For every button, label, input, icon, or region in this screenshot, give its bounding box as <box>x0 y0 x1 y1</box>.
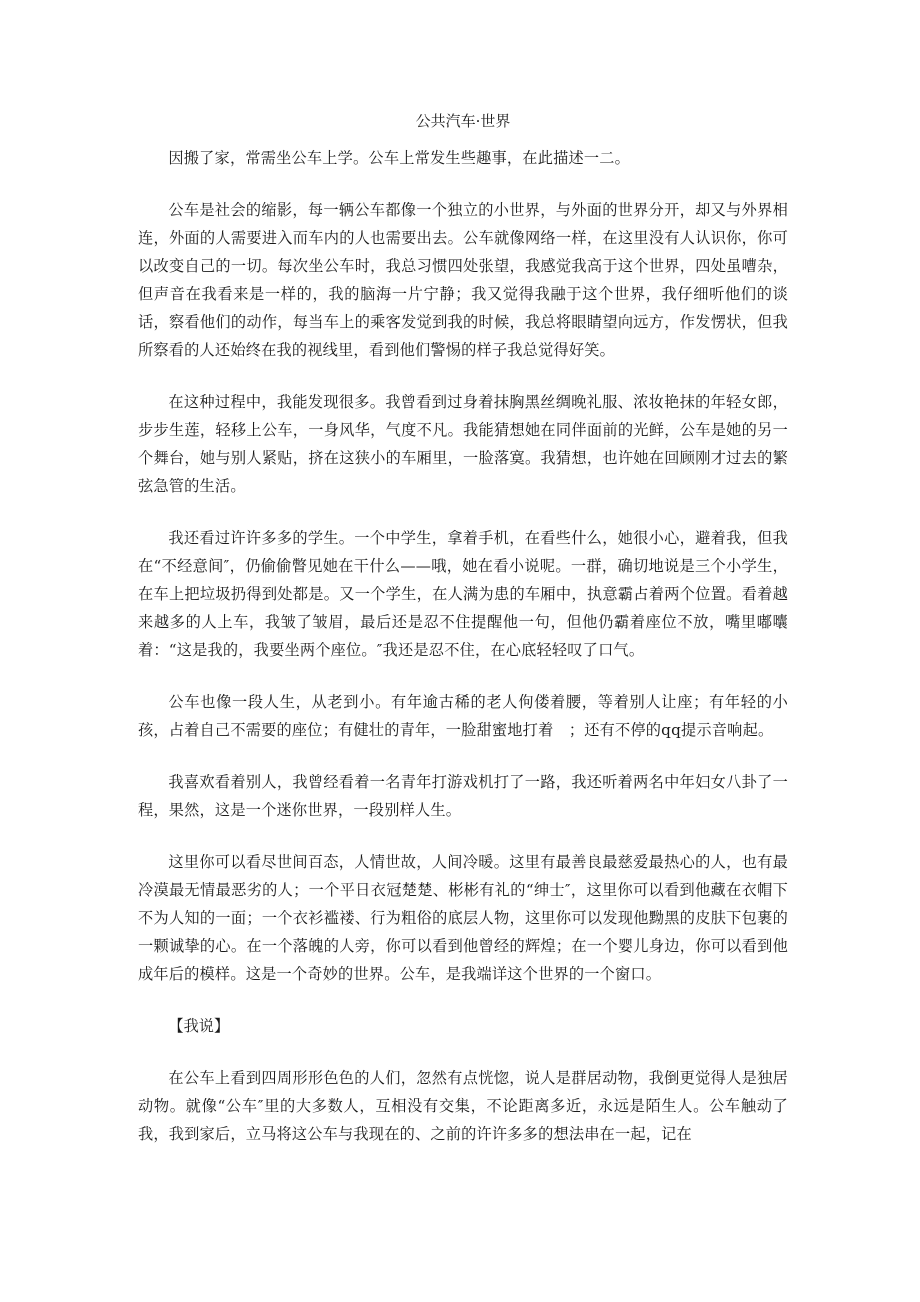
paragraph-life-stages: 公车也像一段人生，从老到小。有年逾古稀的老人佝偻着腰，等着别人让座；有年轻的小孩，占着自己不需要的座位；有健壮的青年，一脸甜蜜地打着 ；还有不停的qq提示音响起。 <box>138 693 788 739</box>
document-page <box>138 110 788 1172</box>
paragraph-young-woman: 在这种过程中，我能发现很多。我曾看到过身着抹胸黑丝绸晚礼服、浓妆艳抹的年轻女郎，步步生莲，轻移上公车，一身风华，气度不凡。我能猜想她在同伴面前的光鲜，公车是她的另一个舞台，她与别人紧贴，挤在这狭小的车厢里，一脸落寞。我猜想，也许她在回顾刚才过去的繁弦急管的生活。 <box>138 393 788 495</box>
paragraph-bus-world: 公车是社会的缩影，每一辆公车都像一个独立的小世界，与外面的世界分开，却又与外界相连，外面的人需要进入而车内的人也需要出去。公车就像网络一样，在这里没有人认识你，你可以改变自己的一切。每次坐公车时，我总习惯四处张望，我感觉我高于这个世界，四处虽嘈杂，但声音在我看来是一样的，我的脑海一片宁静；我又觉得我融于这个世界，我仔细听他们的谈话，察看他们的动作，每当车上的乘客发觉到我的时候，我总将眼睛望向远方，作发愣状，但我所察看的人还始终在我的视线里，看到他们警惕的样子我总觉得好笑。 <box>138 201 788 359</box>
paragraph-students: 我还看过许许多多的学生。一个中学生，拿着手机，在看些什么，她很小心，避着我，但我在“不经意间″，仍偷偷瞥见她在干什么——哦，她在看小说呢。一群，确切地说是三个小学生，在车上把垃圾扔得到处都是。又一个学生，在人满为患的车厢中，执意霸占着两个位置。看着越来越多的人上车，我皱了皱眉，最后还是忍不住提醒他一句，但他仍霸着座位不放，嘴里嘟囔着：“这是我的，我要坐两个座位。″我还是忍不住，在心底轻轻叹了口气。 <box>138 529 788 659</box>
paragraph-reflection: 在公车上看到四周形形色色的人们，忽然有点恍惚，说人是群居动物，我倒更觉得人是独居动物。就像“公车″里的大多数人，互相没有交集，不论距离多近，永远是陌生人。公车触动了我，我到家后，立马将这公车与我现在的、之前的许许多多的想法串在一起，记在 <box>138 1069 788 1143</box>
section-heading: 【我说】 <box>168 1017 230 1035</box>
document-title: 公共汽车·世界 <box>415 112 511 130</box>
paragraph-watching-people: 我喜欢看着别人，我曾经看着一名青年打游戏机打了一路，我还听着两名中年妇女八卦了一程，果然，这是一个迷你世界，一段别样人生。 <box>138 773 788 819</box>
paragraph-intro: 因搬了家，常需坐公车上学。公车上常发生些趣事，在此描述一二。 <box>168 149 631 167</box>
paragraph-human-world: 这里你可以看尽世间百态，人情世故，人间冷暖。这里有最善良最慈爱最热心的人，也有最冷漠最无情最恶劣的人；一个平日衣冠楚楚、彬彬有礼的“绅士″，这里你可以看到他藏在衣帽下不为人知的一面；一个衣衫褴褛、行为粗俗的底层人物，这里你可以发现他黝黑的皮肤下包裹的一颗诚挚的心。在一个落魄的人旁，你可以看到他曾经的辉煌；在一个婴儿身边，你可以看到他成年后的模样。这是一个奇妙的世界。公车，是我端详这个世界的一个窗口。 <box>138 853 788 983</box>
